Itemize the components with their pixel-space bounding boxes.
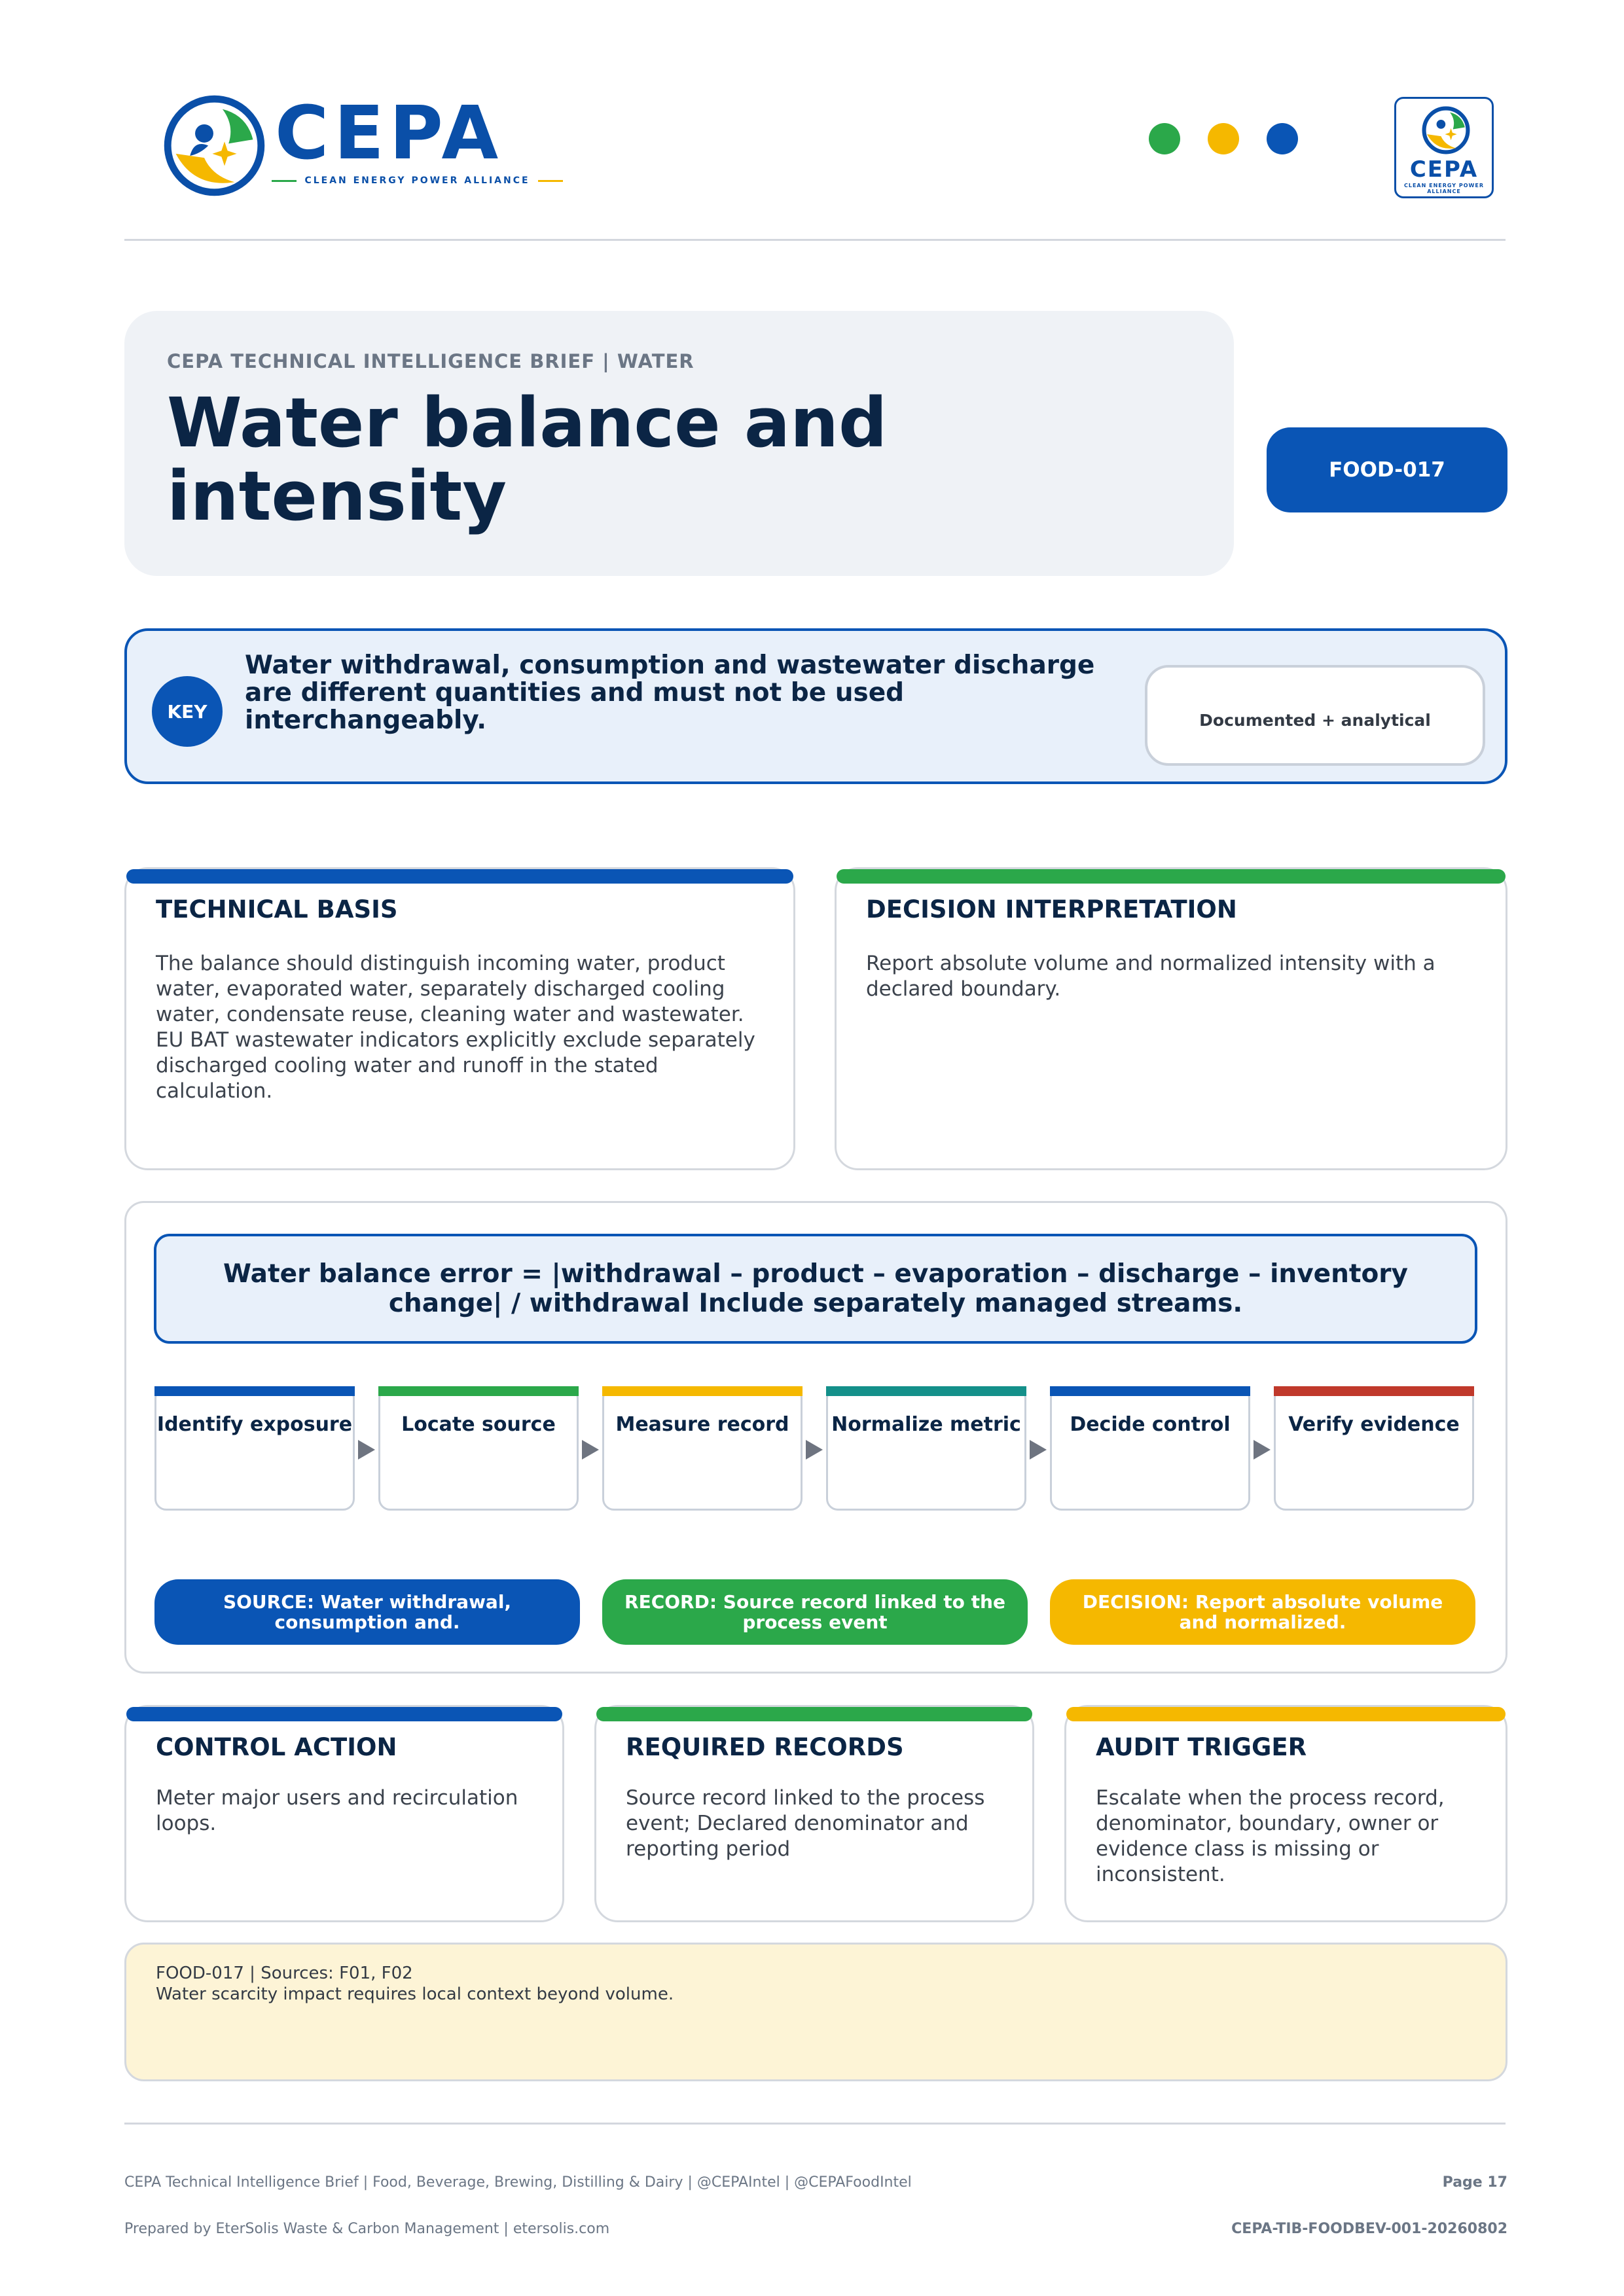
cepa-logo: [164, 92, 563, 203]
step-verify-evidence: [1274, 1386, 1474, 1511]
cepa-emblem-icon: [164, 95, 265, 196]
logo-tagline-text: CLEAN ENERGY POWER ALLIANCE: [304, 175, 530, 186]
key-badge: KEY: [152, 676, 223, 747]
title-card: [124, 311, 1234, 576]
logo-wordmark: CEPA: [275, 91, 504, 176]
arrow-right-icon: [806, 1440, 823, 1460]
step-identify-exposure: [154, 1386, 355, 1511]
decision-pill: DECISION: Report absolute volume and normalized.: [1050, 1579, 1475, 1645]
card-accent-bar: [126, 1707, 562, 1721]
step-accent-bar: [826, 1386, 1026, 1396]
card-body: Report absolute volume and normalized intensity with a declared boundary.: [866, 952, 1435, 1001]
card-body: The balance should distinguish incoming water, product water, evaporated water, separately discharged cooling water, condensate reuse, cleaning water and wastewater. EU BAT wastewater indicators explicitly exclude separately discharged cooling water and runoff in the stated calculation.: [156, 952, 755, 1103]
card-accent-bar: [126, 869, 793, 884]
step-accent-bar: [1274, 1386, 1474, 1396]
step-accent-bar: [602, 1386, 803, 1396]
note-sources: FOOD-017 | Sources: F01, F02: [156, 1964, 413, 1983]
footer-prepared-by: Prepared by EterSolis Waste & Carbon Management | etersolis.com: [124, 2221, 610, 2237]
badge-wordmark: CEPA: [1409, 156, 1479, 183]
step-label: Locate source: [401, 1413, 556, 1436]
card-accent-bar: [837, 869, 1506, 884]
badge-tagline: CLEAN ENERGY POWER ALLIANCE: [1404, 183, 1484, 194]
note-caveat: Water scarcity impact requires local context beyond volume.: [156, 1984, 674, 2004]
step-accent-bar: [378, 1386, 579, 1396]
card-heading: AUDIT TRIGGER: [1096, 1733, 1307, 1761]
step-accent-bar: [1050, 1386, 1250, 1396]
footer-divider: [124, 2123, 1506, 2125]
control-action-card: [124, 1705, 564, 1922]
card-body: Escalate when the process record, denominator, boundary, owner or evidence class is missing or inconsistent.: [1096, 1786, 1445, 1886]
evidence-tag: Documented + analytical: [1145, 665, 1485, 766]
card-heading: TECHNICAL BASIS: [156, 895, 398, 924]
page-number: Page 17: [1442, 2174, 1507, 2191]
step-accent-bar: [154, 1386, 355, 1396]
arrow-right-icon: [582, 1440, 599, 1460]
brief-code-badge: FOOD-017: [1267, 427, 1507, 512]
page-title: Water balance and intensity: [167, 383, 888, 536]
arrow-right-icon: [1030, 1440, 1047, 1460]
card-accent-bar: [1066, 1707, 1506, 1721]
card-heading: CONTROL ACTION: [156, 1733, 397, 1761]
decision-interpretation-card: [835, 867, 1507, 1170]
step-normalize-metric: [826, 1386, 1026, 1511]
brief-kicker: CEPA TECHNICAL INTELLIGENCE BRIEF | WATER: [167, 350, 695, 372]
source-pill: SOURCE: Water withdrawal, consumption and.: [154, 1579, 580, 1645]
step-label: Decide control: [1070, 1413, 1231, 1436]
cepa-emblem-icon: [1421, 105, 1471, 155]
card-body: Meter major users and recirculation loops.: [156, 1786, 518, 1835]
required-records-card: [594, 1705, 1034, 1922]
step-label: Verify evidence: [1288, 1413, 1460, 1436]
arrow-right-icon: [1254, 1440, 1271, 1460]
card-accent-bar: [596, 1707, 1032, 1721]
document-id: CEPA-TIB-FOODBEV-001-20260802: [1231, 2221, 1507, 2237]
step-locate-source: [378, 1386, 579, 1511]
card-body: Source record linked to the process event; Declared denominator and reporting period: [626, 1786, 985, 1861]
cepa-badge-logo: [1394, 97, 1494, 198]
green-dot: [1149, 123, 1180, 154]
audit-trigger-card: [1064, 1705, 1507, 1922]
header-divider: [124, 239, 1506, 241]
formula-box: Water balance error = |withdrawal – product – evaporation – discharge – inventory change| / withdrawal Include separately managed streams.: [154, 1234, 1477, 1344]
arrow-right-icon: [358, 1440, 375, 1460]
yellow-dot: [1208, 123, 1239, 154]
step-label: Normalize metric: [831, 1413, 1021, 1436]
step-decide-control: [1050, 1386, 1250, 1511]
step-label: Identify exposure: [156, 1413, 353, 1436]
footer-brief-line: CEPA Technical Intelligence Brief | Food, Beverage, Brewing, Distilling & Dairy | @CEPAIntel | @CEPAFoodIntel: [124, 2174, 912, 2191]
card-heading: REQUIRED RECORDS: [626, 1733, 904, 1761]
step-measure-record: [602, 1386, 803, 1511]
sources-note: [124, 1943, 1507, 2081]
note-text: [156, 1963, 674, 2005]
step-label: Measure record: [615, 1413, 789, 1436]
technical-basis-card: [124, 867, 795, 1170]
record-pill: RECORD: Source record linked to the process event: [602, 1579, 1028, 1645]
key-message-box: [124, 628, 1507, 784]
logo-tagline: [272, 175, 563, 186]
blue-dot: [1267, 123, 1298, 154]
key-message: Water withdrawal, consumption and wastewater discharge are different quantities and must not be used interchangeably.: [245, 651, 1095, 735]
card-heading: DECISION INTERPRETATION: [866, 895, 1237, 924]
